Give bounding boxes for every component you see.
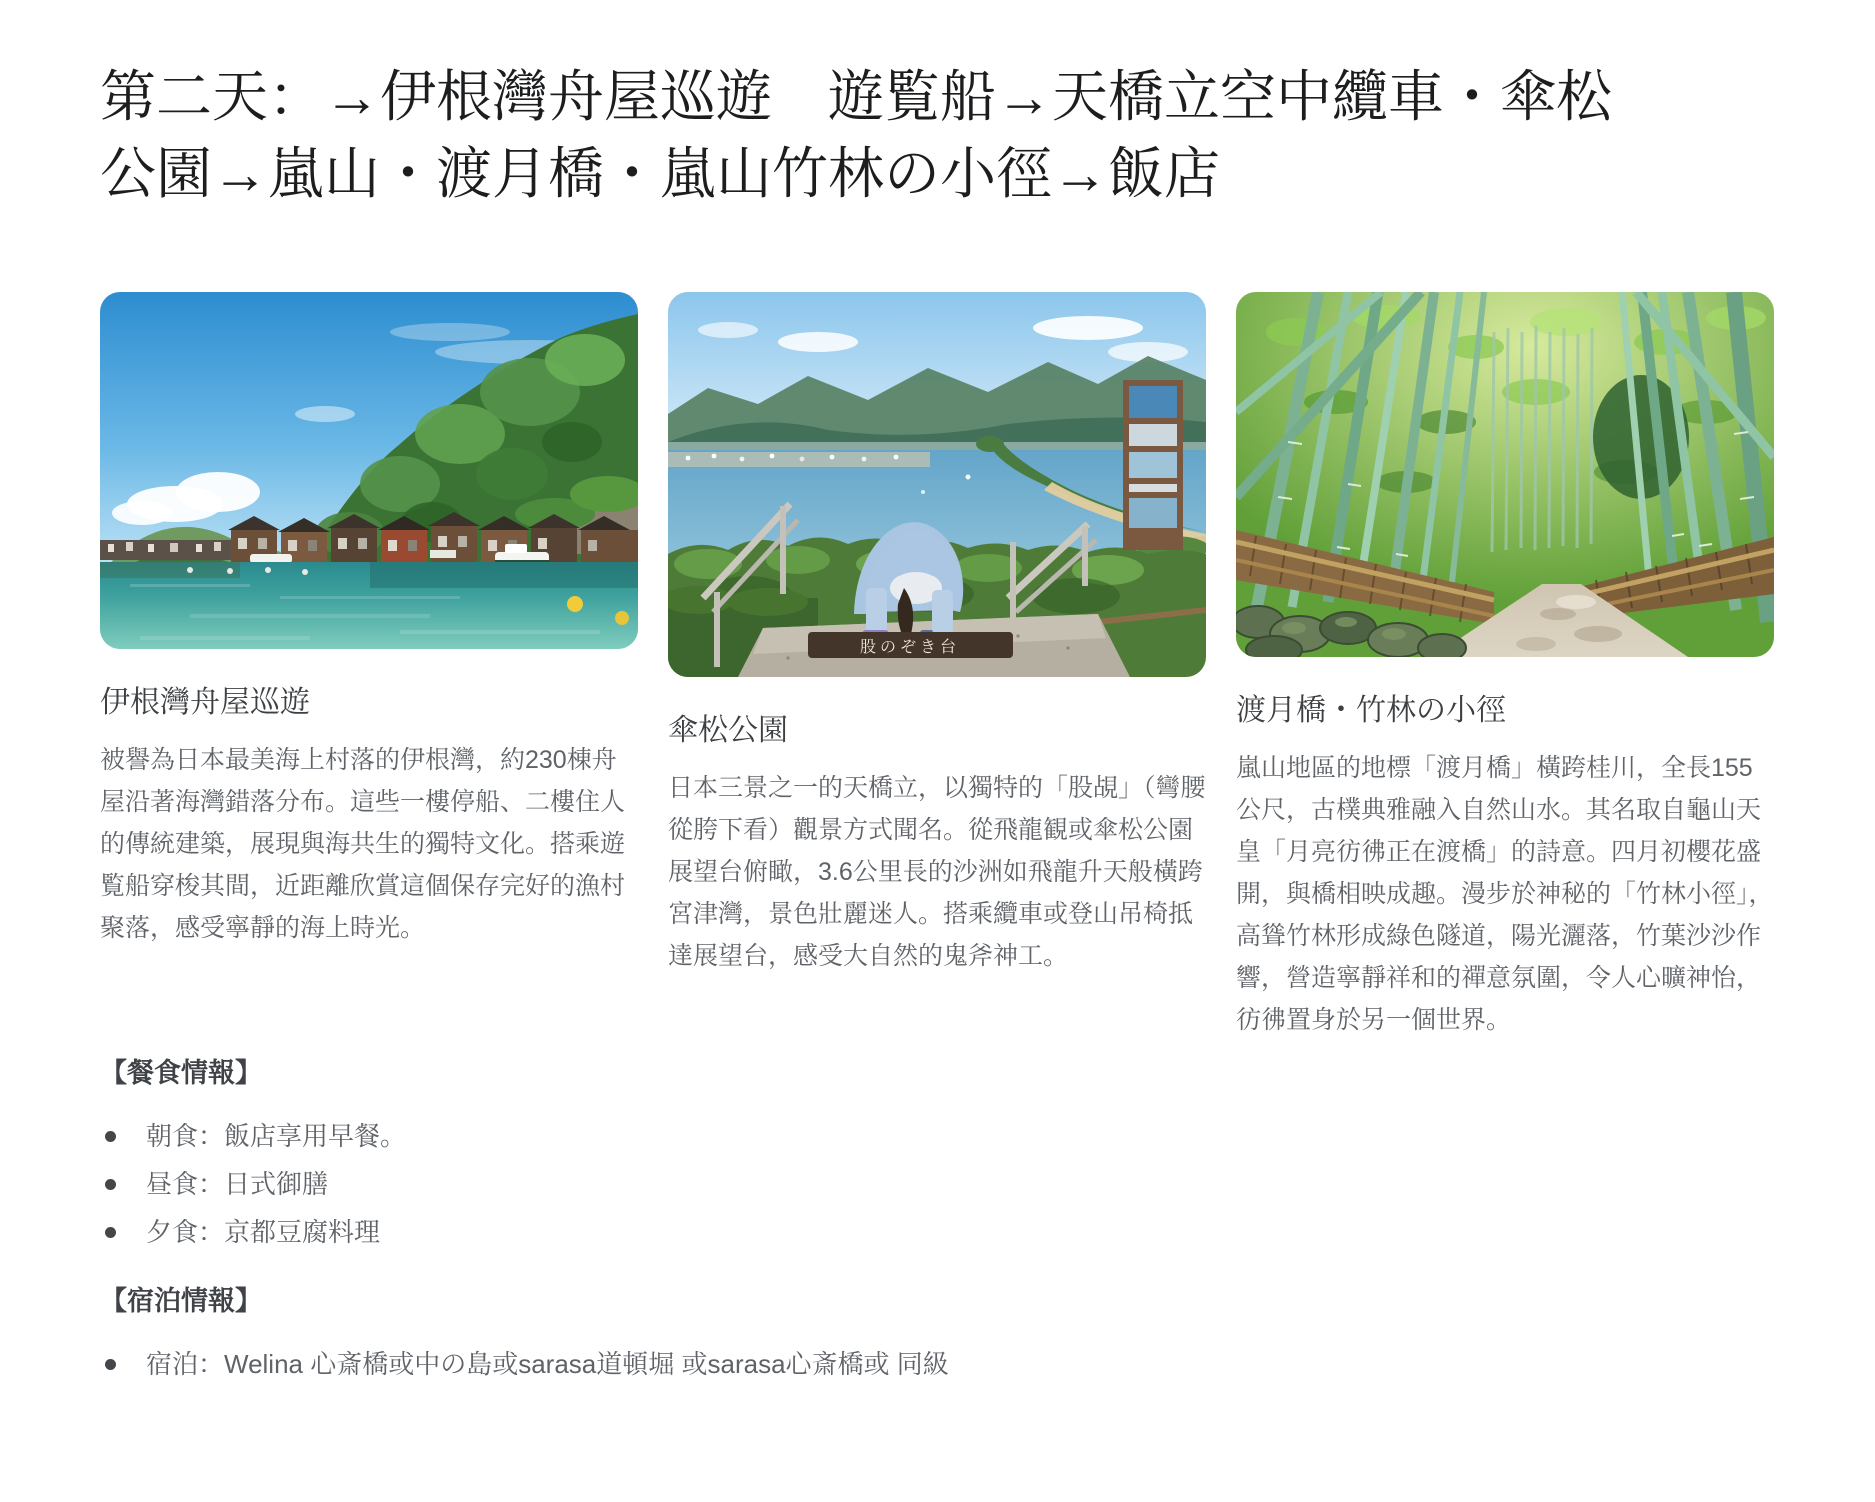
bamboo-grove-photo (1236, 292, 1774, 657)
meal-item-text: 昼食：日式御膳 (146, 1169, 329, 1199)
card-caption-bamboo: 渡月橋・竹林の小徑 (1236, 694, 1506, 727)
lodging-item (100, 1347, 1775, 1381)
card-caption-kasamatsu: 傘松公園 (668, 714, 788, 747)
meal-item-lunch (100, 1167, 1775, 1201)
card-description-kasamatsu: 日本三景之一的天橋立，以獨特的「股覘」（彎腰從胯下看）觀景方式聞名。從飛龍観或傘松公園展望台俯瞰，3.6公里長的沙洲如飛龍升天般橫跨宮津灣，景色壯麗迷人。搭乘纜車或登山吊椅抵達展望台，感受大自然的鬼斧神工。 (668, 774, 1206, 970)
meal-item-text: 朝食：飯店享用早餐。 (146, 1121, 407, 1151)
meal-item-text: 夕食：京都豆腐料理 (146, 1217, 381, 1247)
lodging-list (100, 1347, 1775, 1381)
attraction-cards-row (100, 292, 1775, 1041)
kasamatsu-park-photo (668, 292, 1206, 677)
card-description-ine-bay: 被譽為日本最美海上村落的伊根灣，約230棟舟屋沿著海灣錯落分布。這些一樓停船、二樓住人的傳統建築，展現與海共生的獨特文化。搭乘遊覧船穿梭其間，近距離欣賞這個保存完好的漁村聚落，感受寧靜的海上時光。 (100, 746, 626, 942)
page-title: 第二天：→伊根灣舟屋巡遊 遊覧船→天橋立空中纜車・傘松公園→嵐山・渡月橋・嵐山竹林の小徑→飯店 (100, 65, 1612, 205)
bullet-dot-icon (105, 1227, 116, 1238)
bullet-dot-icon (105, 1131, 116, 1142)
lodging-section-header: 【宿泊情報】 (100, 1286, 262, 1316)
meals-list (100, 1119, 1775, 1249)
card-caption-ine-bay: 伊根灣舟屋巡遊 (100, 686, 310, 719)
kasamatsu-photo-illustration (668, 292, 1206, 677)
ine-bay-photo (100, 292, 638, 649)
bullet-dot-icon (105, 1359, 116, 1370)
meal-item-dinner (100, 1215, 1775, 1249)
bullet-dot-icon (105, 1179, 116, 1190)
bamboo-photo-illustration (1236, 292, 1774, 657)
itinerary-page (0, 58, 1875, 1381)
meal-item-breakfast (100, 1119, 1775, 1153)
attraction-card-bamboo (1236, 292, 1774, 1041)
attraction-card-ine-bay (100, 292, 638, 949)
ine-bay-photo-illustration (100, 292, 638, 649)
card-description-bamboo: 嵐山地區的地標「渡月橋」橫跨桂川，全長155公尺，古樸典雅融入自然山水。其名取自龜山天皇「月亮彷彿正在渡橋」的詩意。四月初櫻花盛開，與橋相映成趣。漫步於神秘的「竹林小徑」，高聳竹林形成綠色隧道，陽光灑落，竹葉沙沙作響，營造寧靜祥和的禪意氛圍，令人心曠神怡，彷彿置身於另一個世界。 (1236, 754, 1774, 1034)
lodging-item-text: 宿泊：Welina 心斎橋或中の島或sarasa道頓堀 或sarasa心斎橋或 同級 (146, 1349, 949, 1379)
matanozoki-sign-text: 股のぞき台 (859, 639, 961, 656)
meals-section-header: 【餐食情報】 (100, 1058, 262, 1088)
attraction-card-kasamatsu (668, 292, 1206, 977)
